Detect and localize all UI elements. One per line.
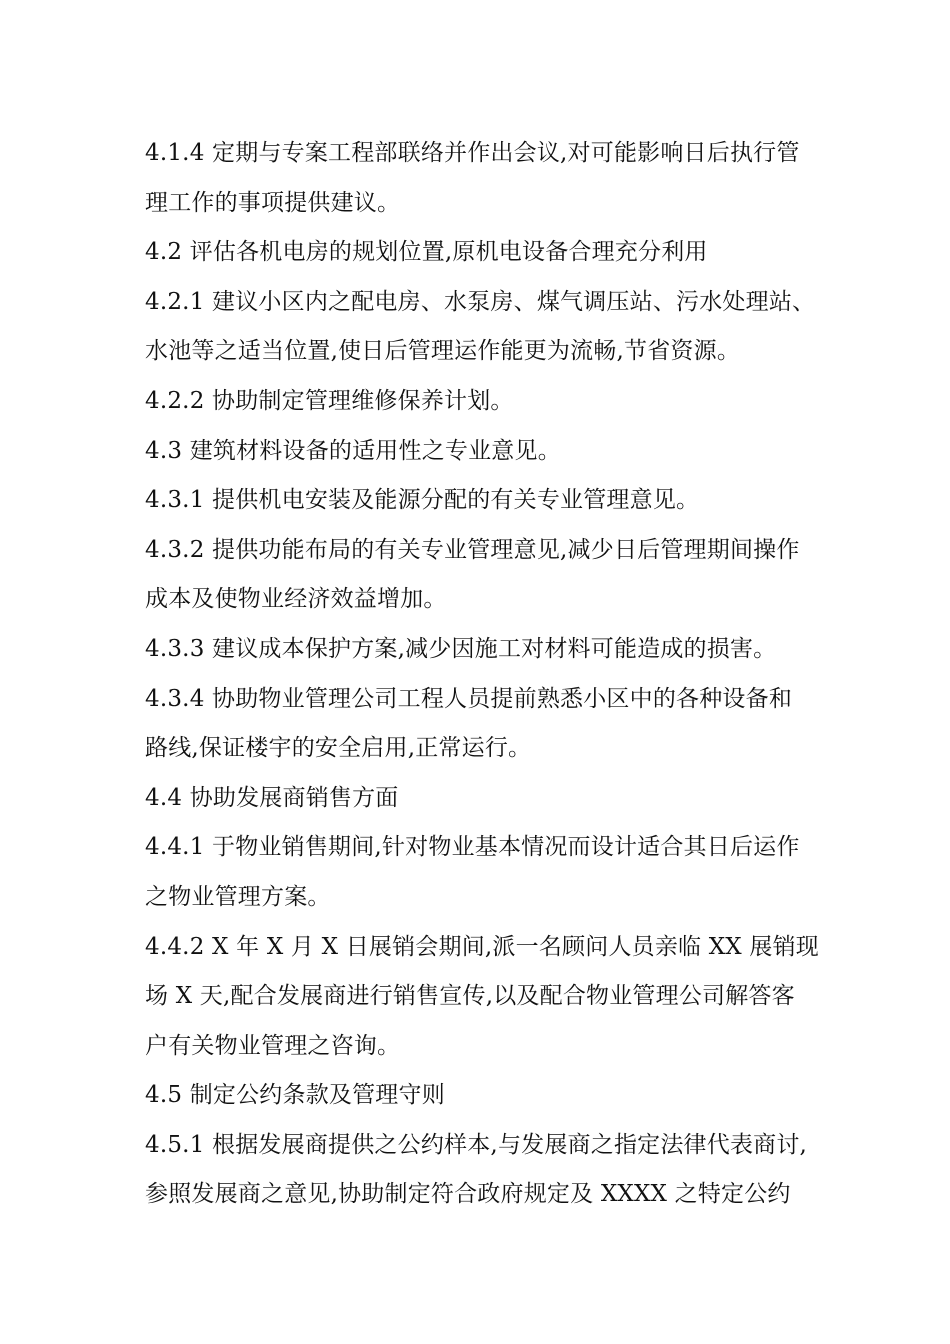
text-line-4-4-2-cont: 场 X 天,配合发展商进行销售宣传,以及配合物业管理公司解答客 (145, 983, 795, 1010)
section-heading-4-4: 4.4 协助发展商销售方面 (145, 784, 399, 811)
text-line-4-2-2: 4.2.2 协助制定管理维修保养计划。 (145, 387, 514, 414)
text-line-4-4-1-cont: 之物业管理方案。 (145, 883, 331, 910)
section-heading-4-2: 4.2 评估各机电房的规划位置,原机电设备合理充分利用 (145, 239, 708, 266)
text-line-4-2-1: 4.2.1 建议小区内之配电房、水泵房、煤气调压站、污水处理站、 (145, 288, 816, 315)
text-line-4-5-1: 4.5.1 根据发展商提供之公约样本,与发展商之指定法律代表商讨, (145, 1131, 808, 1158)
text-line-4-5-1-cont: 参照发展商之意见,协助制定符合政府规定及 XXXX 之特定公约 (145, 1181, 791, 1208)
text-line-4-4-2: 4.4.2 X 年 X 月 X 日展销会期间,派一名顾问人员亲临 XX 展销现 (145, 933, 819, 960)
section-heading-4-5: 4.5 制定公约条款及管理守则 (145, 1082, 445, 1109)
text-line-4-3-3: 4.3.3 建议成本保护方案,减少因施工对材料可能造成的损害。 (145, 635, 777, 662)
document-body (145, 129, 819, 1220)
text-line-4-3-1: 4.3.1 提供机电安装及能源分配的有关专业管理意见。 (145, 487, 700, 514)
text-line-4-3-2: 4.3.2 提供功能布局的有关专业管理意见,减少日后管理期间操作 (145, 536, 800, 563)
text-line-4-3-2-cont: 成本及使物业经济效益增加。 (145, 586, 447, 613)
text-line-4-4-2-cont2: 户有关物业管理之咨询。 (145, 1032, 401, 1059)
text-line-4-3-4: 4.3.4 协助物业管理公司工程人员提前熟悉小区中的各种设备和 (145, 685, 793, 712)
text-line-4-1-4: 4.1.4 定期与专案工程部联络并作出会议,对可能影响日后执行管 (145, 140, 800, 166)
text-line-4-4-1: 4.4.1 于物业销售期间,针对物业基本情况而设计适合其日后运作 (145, 834, 800, 861)
text-line-4-2-1-cont: 水池等之适当位置,使日后管理运作能更为流畅,节省资源。 (145, 338, 741, 365)
text-line-4-1-4-cont: 理工作的事项提供建议。 (145, 189, 401, 216)
section-heading-4-3: 4.3 建筑材料设备的适用性之专业意见。 (145, 437, 561, 464)
text-line-4-3-4-cont: 路线,保证楼宇的安全启用,正常运行。 (145, 735, 532, 762)
